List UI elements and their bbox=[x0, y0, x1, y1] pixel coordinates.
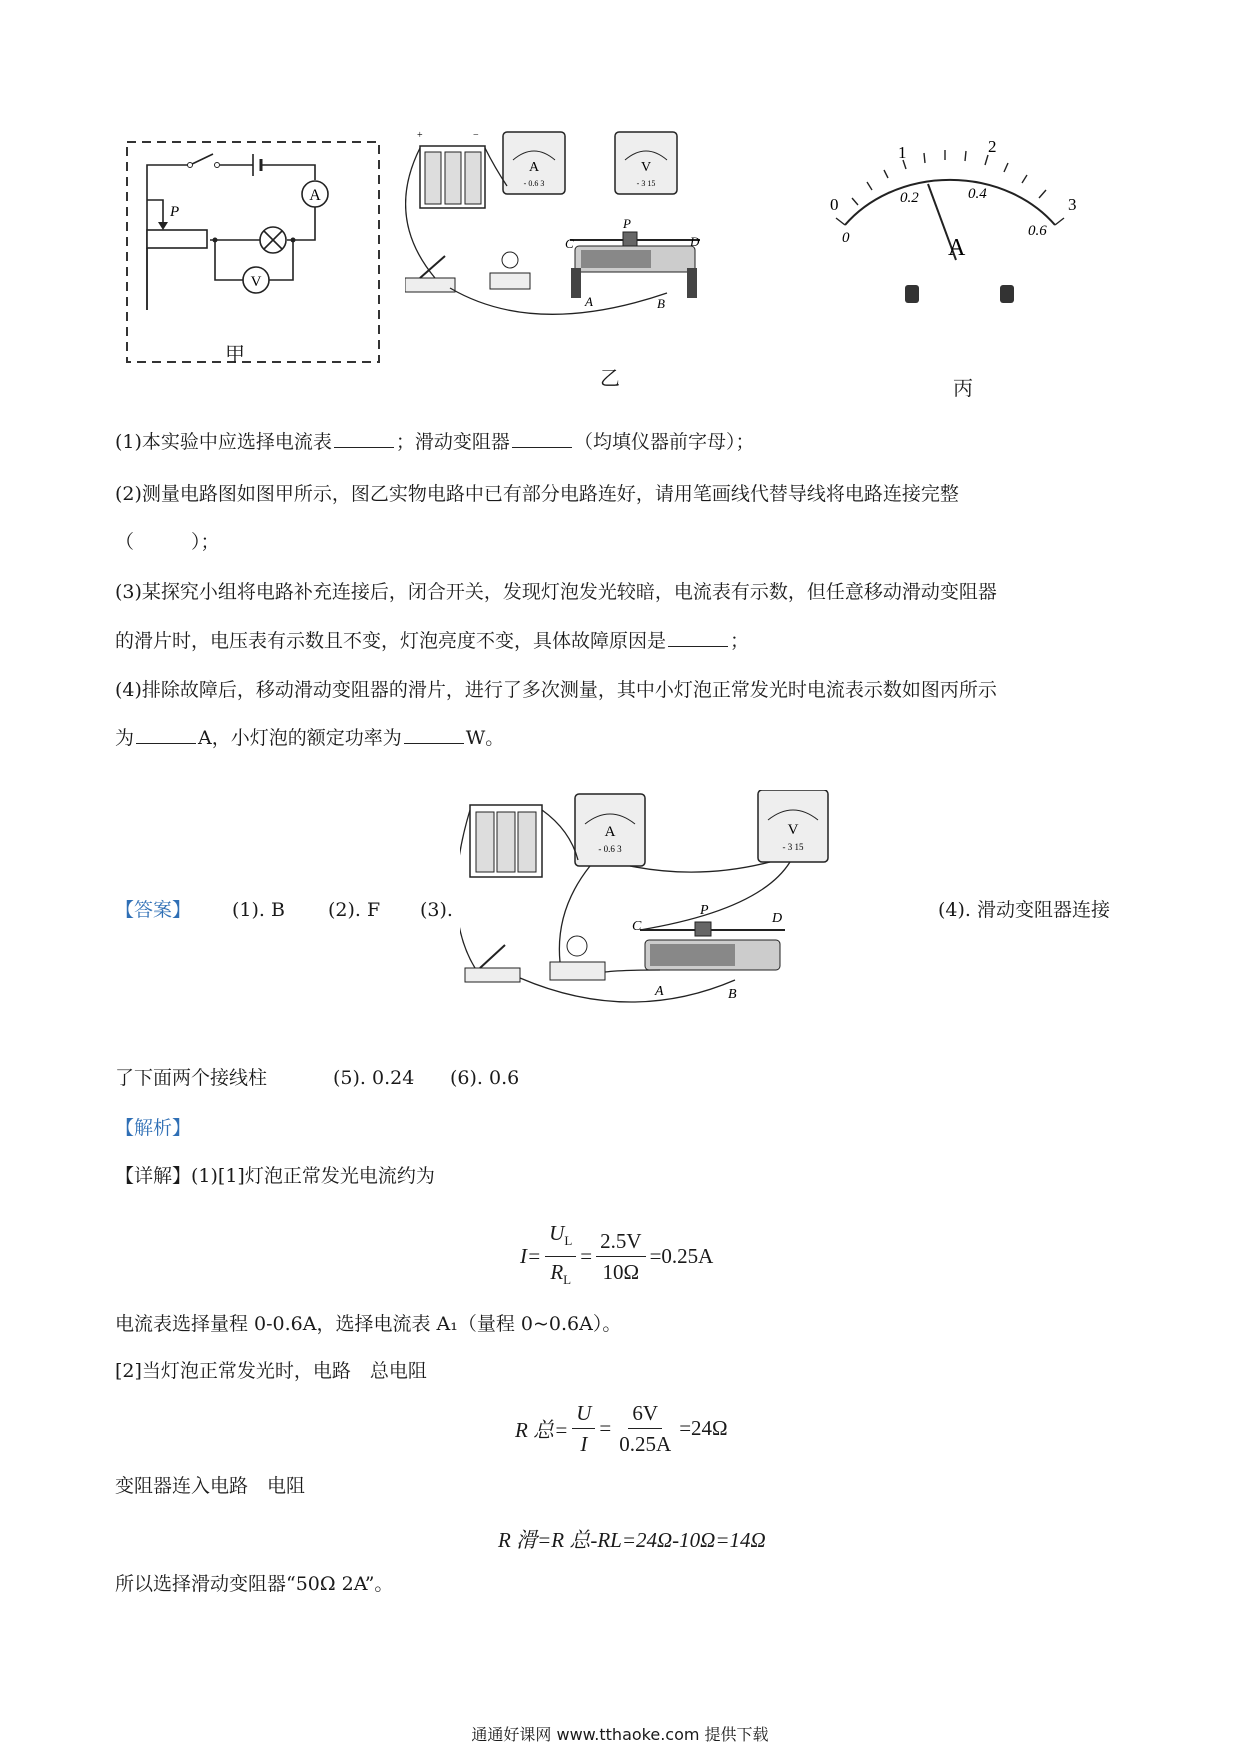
figure-jia-circuit-diagram bbox=[125, 140, 385, 375]
answer-4-continued: 了下面两个接线柱 bbox=[115, 1067, 268, 1089]
svg-text:D: D bbox=[772, 911, 783, 926]
footer-watermark: 通通好课网 www.tthaoke.com 提供下载 bbox=[471, 1725, 769, 1744]
svg-text:−: − bbox=[473, 130, 479, 141]
svg-text:A: A bbox=[309, 187, 321, 204]
answer-5: (5). 0.24 bbox=[333, 1067, 415, 1089]
question-2-line2: （ ）； bbox=[115, 531, 220, 553]
figure-bing-label: 丙 bbox=[953, 376, 973, 400]
svg-text:0.6: 0.6 bbox=[1028, 223, 1047, 239]
figure-yi-label: 乙 bbox=[600, 366, 620, 390]
dial-terminals bbox=[905, 285, 1014, 303]
answer-blank bbox=[512, 429, 572, 448]
question-4-line1: (4)排除故障后，移动滑动变阻器的滑片，进行了多次测量，其中小灯泡正常发光时电流表示数如图丙所示 bbox=[115, 679, 997, 701]
svg-text:P: P bbox=[623, 216, 631, 231]
answer-2: (2). F bbox=[328, 899, 381, 921]
question-3-line1: (3)某探究小组将电路补充连接后，闭合开关，发现灯泡发光较暗，电流表有示数，但任意移动滑动变阻器 bbox=[115, 581, 997, 603]
answer-6: (6). 0.6 bbox=[450, 1067, 520, 1089]
svg-text:- 3 15: - 3 15 bbox=[636, 179, 656, 188]
equation-rheostat: R 滑=R 总-RL=24Ω-10Ω=14Ω bbox=[498, 1528, 766, 1552]
svg-text:1: 1 bbox=[898, 143, 907, 162]
svg-text:0.4: 0.4 bbox=[968, 186, 987, 202]
switch-device bbox=[405, 256, 455, 292]
answer-apparatus-diagram bbox=[460, 790, 890, 1030]
rheostat-symbol bbox=[147, 230, 207, 248]
total-resistance-line: [2]当灯泡正常发光时，电路 总电阻 bbox=[115, 1360, 427, 1382]
svg-text:V: V bbox=[640, 160, 652, 175]
equation-total-resistance: R 总= $\frac{U}{I}$ = $\frac{6V}{0.25A}$ =24Ω bbox=[515, 1398, 728, 1459]
figure-yi-apparatus bbox=[405, 128, 805, 358]
svg-text:0: 0 bbox=[830, 195, 839, 214]
equation-current: I= $\frac{U_L}{R_L}$ = $\frac{2.5V}{10\Omega}$ =0.25A bbox=[520, 1218, 713, 1295]
svg-text:P: P bbox=[170, 204, 180, 220]
svg-text:C: C bbox=[565, 236, 574, 251]
answer-blank bbox=[334, 429, 394, 448]
conclusion-line: 所以选择滑动变阻器“50Ω 2A”。 bbox=[115, 1573, 394, 1595]
question-1: (1)本实验中应选择电流表 ；滑动变阻器 （均填仪器前字母）； bbox=[115, 431, 755, 453]
rheostat-device bbox=[565, 216, 700, 311]
svg-text:3: 3 bbox=[1068, 195, 1077, 214]
figure-jia-label: 甲 bbox=[225, 342, 245, 366]
svg-text:- 0.6 3: - 0.6 3 bbox=[523, 179, 545, 188]
bulb-device bbox=[490, 252, 530, 289]
svg-text:A: A bbox=[528, 160, 540, 175]
rheostat-resistance-line: 变阻器连入电路 电阻 bbox=[115, 1475, 306, 1497]
svg-text:A: A bbox=[604, 824, 616, 840]
detail-line: 【详解】(1)[1]灯泡正常发光电流约为 bbox=[115, 1165, 435, 1187]
question-4-line2: 为 A，小灯泡的额定功率为 W。 bbox=[115, 727, 505, 749]
answer-1: (1). B bbox=[232, 899, 285, 921]
answer-blank bbox=[404, 725, 464, 744]
svg-text:0.2: 0.2 bbox=[900, 190, 919, 206]
answer-tag: 【答案】 bbox=[115, 899, 192, 921]
svg-text:P: P bbox=[700, 903, 709, 918]
answer-blank bbox=[668, 628, 728, 647]
svg-text:0: 0 bbox=[842, 230, 850, 246]
svg-text:V: V bbox=[787, 822, 799, 838]
question-2-line1: (2)测量电路图如图甲所示，图乙实物电路中已有部分电路连好，请用笔画线代替导线将电路连接完整 bbox=[115, 483, 959, 505]
analysis-tag: 【解析】 bbox=[115, 1117, 192, 1139]
svg-text:A: A bbox=[585, 294, 593, 309]
figure-bing-ammeter-dial bbox=[820, 140, 1110, 320]
ammeter-device bbox=[503, 132, 565, 194]
svg-text:D: D bbox=[690, 234, 700, 249]
svg-text:B: B bbox=[728, 987, 737, 1002]
svg-text:C: C bbox=[632, 919, 642, 934]
svg-text:V: V bbox=[250, 274, 262, 290]
battery-pack bbox=[417, 130, 485, 208]
answer-blank bbox=[136, 725, 196, 744]
svg-text:A: A bbox=[655, 984, 664, 999]
svg-text:- 3 15: - 3 15 bbox=[782, 842, 804, 852]
svg-text:A: A bbox=[948, 235, 966, 261]
svg-text:+: + bbox=[417, 130, 423, 141]
answer-4: (4). 滑动变阻器连接 bbox=[938, 899, 1110, 921]
svg-text:- 0.6 3: - 0.6 3 bbox=[598, 844, 622, 854]
svg-text:2: 2 bbox=[988, 140, 997, 156]
svg-text:B: B bbox=[657, 296, 665, 311]
meter-choice-line: 电流表选择量程 0-0.6A，选择电流表 A₁（量程 0~0.6A）。 bbox=[115, 1313, 622, 1335]
voltmeter-device bbox=[615, 132, 677, 194]
answer-3: (3). bbox=[420, 899, 453, 921]
question-3-line2: 的滑片时，电压表有示数且不变，灯泡亮度不变，具体故障原因是 ； bbox=[115, 630, 750, 652]
